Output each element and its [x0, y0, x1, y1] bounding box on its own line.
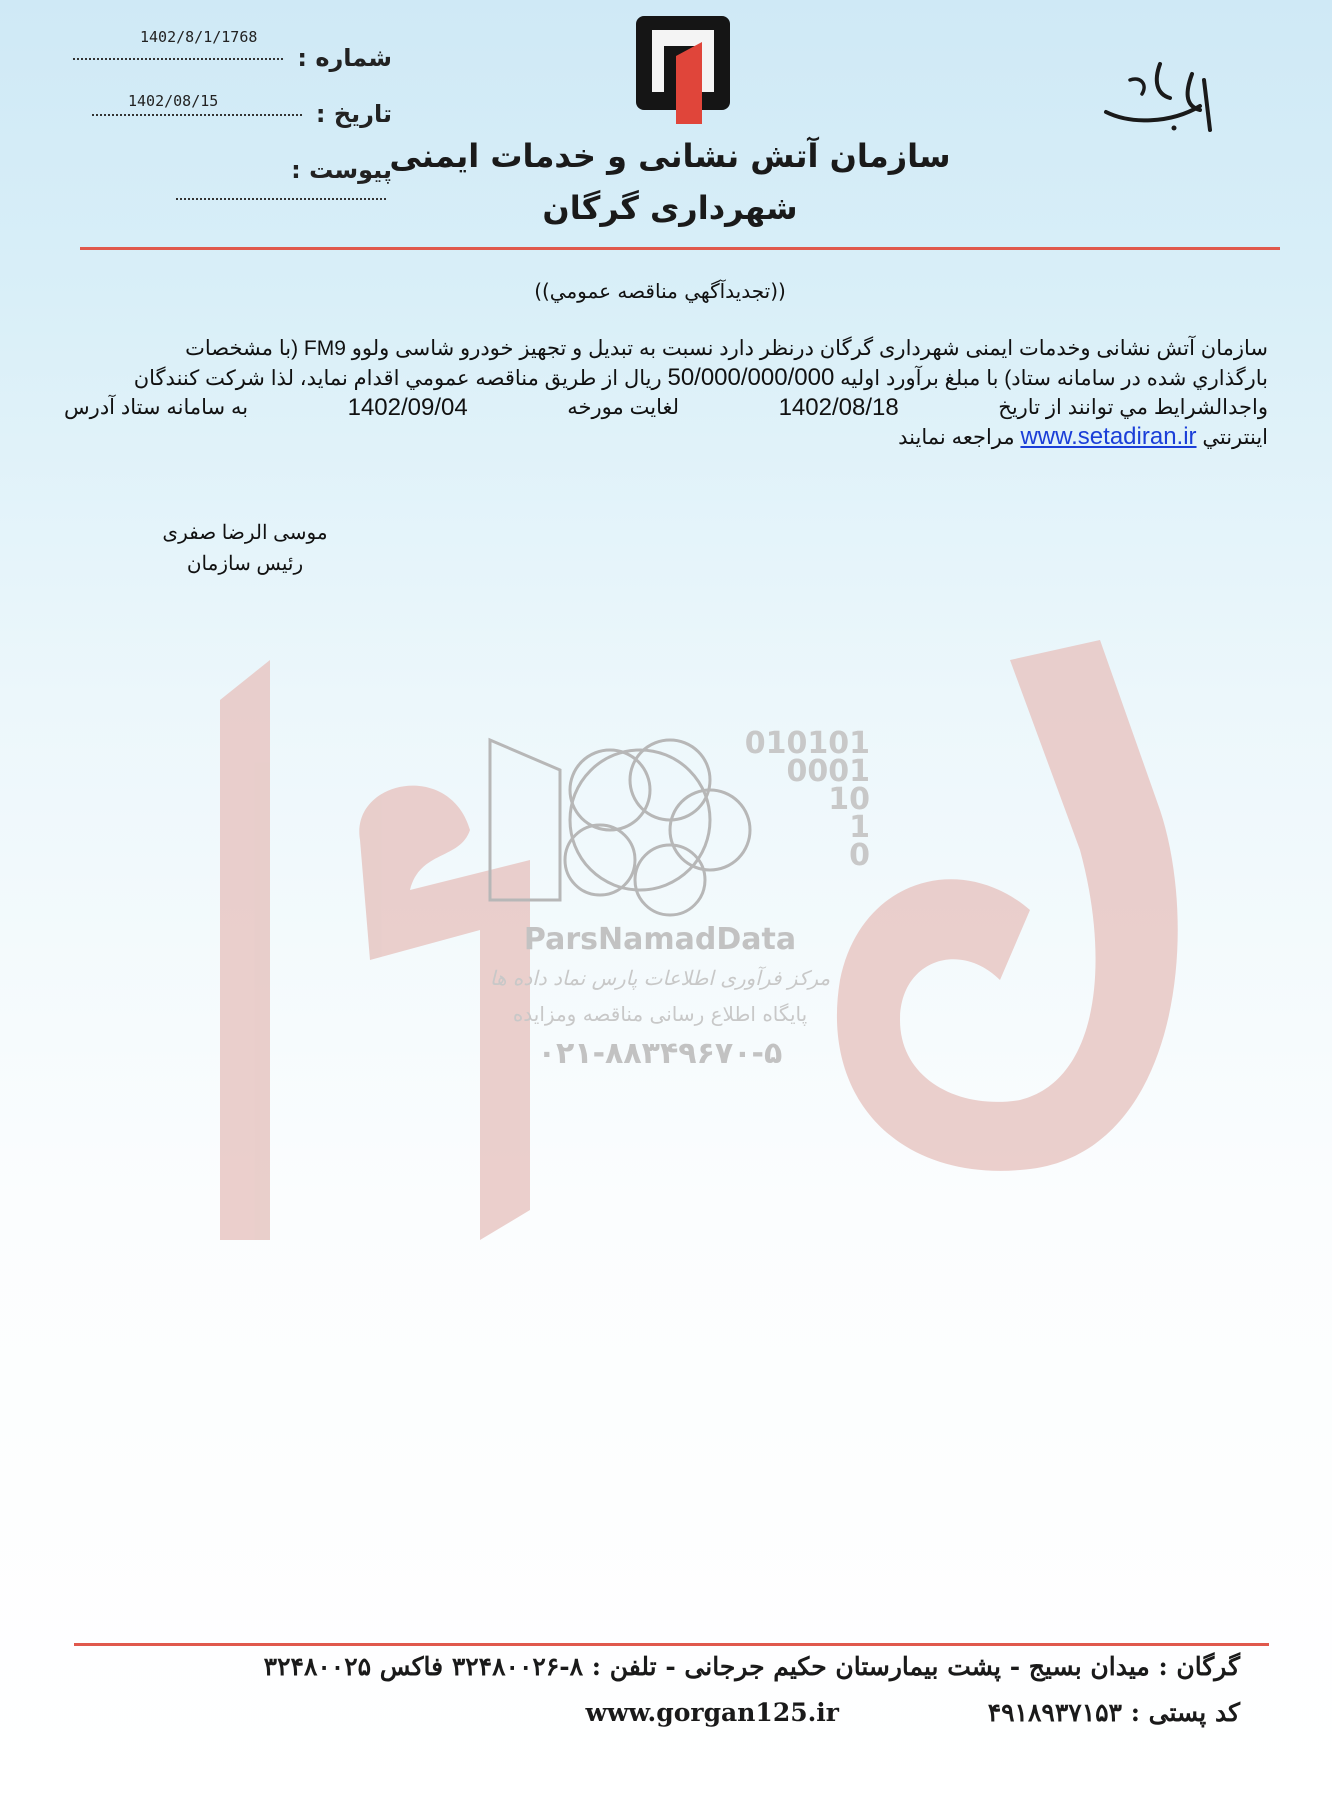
date-dots [92, 114, 302, 116]
watermark-line-2: پایگاه اطلاع رسانی مناقصه ومزایده [512, 1002, 808, 1026]
start-date: 1402/08/18 [778, 394, 899, 421]
org-name: سازمان آتش نشانی و خدمات ایمنی [389, 137, 951, 175]
basmele-calligraphy [1100, 50, 1220, 140]
footer-contact [110, 1698, 1240, 1727]
footer-address: گرگان : میدان بسیج - پشت بیمارستان حکیم جرجانی - تلفن : ۸-۳۲۴۸۰۰۲۶ فاکس ۳۲۴۸۰۰۲۵ [263, 1652, 1240, 1681]
watermark-line-1: مرکز فرآوری اطلاعات پارس نماد داده ها [489, 966, 831, 990]
watermark-brand: ParsNamadData [523, 922, 797, 957]
letter-date-field [72, 100, 392, 128]
footer-website: www.gorgan125.ir [585, 1698, 839, 1727]
notice-body [64, 334, 1268, 452]
fire-department-logo [636, 16, 730, 126]
notice-line-3: واجدالشرایط مي توانند از تاریخ 1402/08/18 لغایت مورخه 1402/09/04 به سامانه ستاد آدرس [64, 394, 1268, 421]
end-date: 1402/09/04 [347, 394, 468, 421]
number-label: شماره : [297, 44, 392, 72]
signer-name: موسی الرضا صفری [162, 522, 328, 544]
number-value: 1402/8/1/1768 [140, 28, 258, 46]
date-value: 1402/08/15 [128, 92, 219, 110]
watermark-phone: ۰۲۱-۸۸۳۴۹۶۷۰-۵ [537, 1036, 783, 1071]
setadiran-link[interactable]: www.setadiran.ir [1020, 423, 1197, 450]
signature-block [120, 518, 370, 580]
notice-title: ((تجديدآگهي مناقصه عمومي)) [534, 279, 786, 303]
notice-line-2: بارگذاري شده در سامانه ستاد) با مبلغ برآورد اولیه 50/000/000/000 ریال از طريق مناقصه عمومي اقدام نمايد، لذا شرکت کنندگان [133, 364, 1268, 391]
notice-line-1: سازمان آتش نشانی وخدمات ایمنی شهرداری گرگان درنظر دارد نسبت به تبدیل و تجهیز خودرو شاسی ولوو FM9 (با مشخصات [185, 337, 1268, 360]
letter-number-field [72, 44, 392, 72]
signer-role: رئیس سازمان [186, 553, 304, 575]
municipality-name: شهرداری گرگان [542, 189, 798, 227]
attachment-label: پیوست : [291, 156, 392, 184]
header-divider [80, 247, 1280, 250]
date-label: تاریخ : [315, 100, 392, 128]
attachment-dots [176, 198, 386, 200]
attachment-field [72, 156, 392, 212]
estimated-amount: 50/000/000/000 [667, 364, 835, 391]
postal-code: کد پستی : ۴۹۱۸۹۳۷۱۵۳ [987, 1698, 1240, 1727]
notice-line-4: اینترنتي www.setadiran.ir مراجعه نمایند [898, 423, 1268, 450]
number-dots [73, 58, 283, 60]
organization-title [360, 130, 980, 234]
binary-watermark: 010101 0001 10 1 0 [744, 726, 870, 873]
footer-divider [74, 1643, 1269, 1646]
parsnamad-watermark [470, 726, 870, 1090]
